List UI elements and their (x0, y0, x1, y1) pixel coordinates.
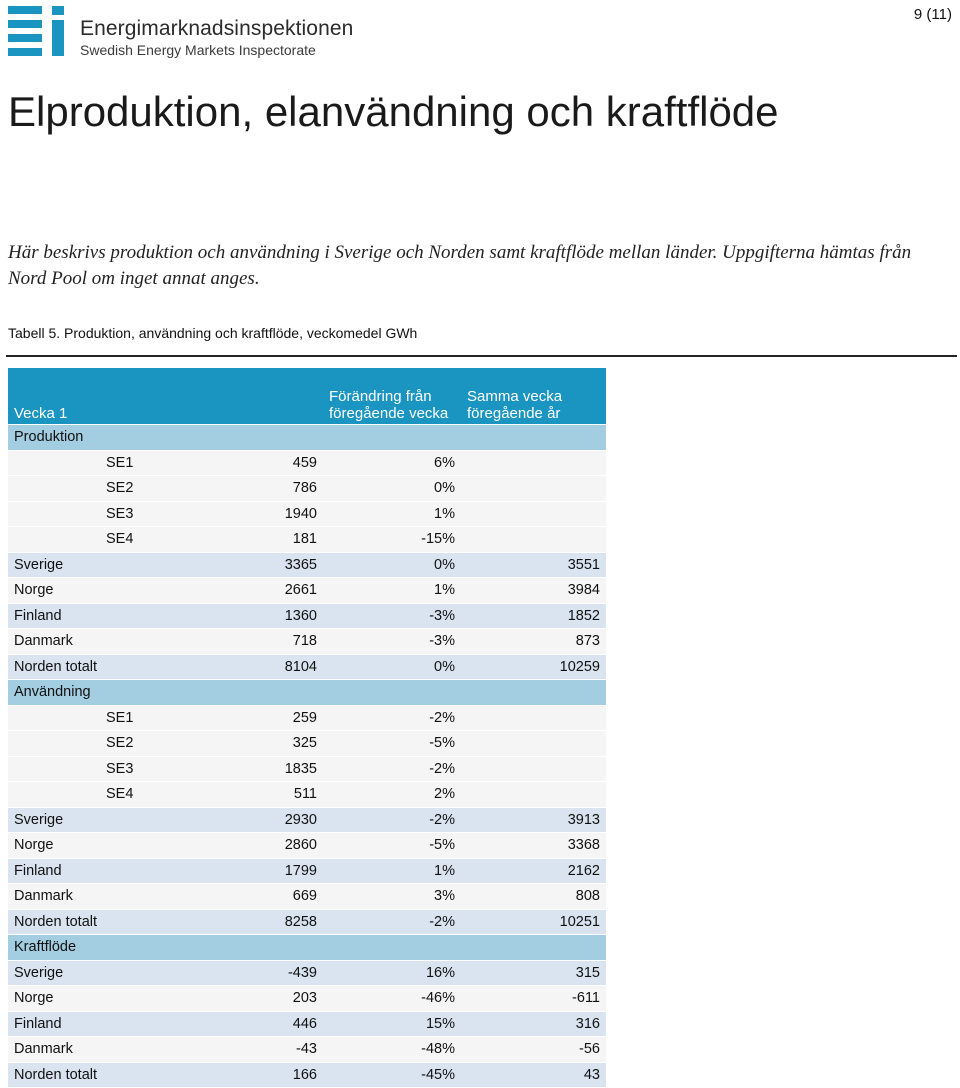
country-value: 2860 (188, 833, 323, 859)
area-row (8, 782, 606, 808)
country-change: 1% (323, 859, 461, 885)
area-prev-year (461, 782, 606, 808)
area-row (8, 451, 606, 477)
country-value: -43 (188, 1037, 323, 1063)
area-change: 0% (323, 476, 461, 502)
area-value: 259 (188, 706, 323, 732)
area-indent (8, 706, 98, 732)
area-value: 1835 (188, 757, 323, 783)
country-name: Norden totalt (8, 1063, 188, 1088)
country-change: 0% (323, 553, 461, 579)
country-value: 1360 (188, 604, 323, 630)
country-row (8, 808, 606, 834)
country-prev-year: -611 (461, 986, 606, 1012)
country-name: Finland (8, 1012, 188, 1038)
country-row (8, 859, 606, 885)
country-value: 718 (188, 629, 323, 655)
area-change: -2% (323, 706, 461, 732)
section-cell (98, 425, 188, 451)
country-name: Norge (8, 578, 188, 604)
area-prev-year (461, 527, 606, 553)
country-row (8, 629, 606, 655)
header-change-text: Förändring från föregående vecka (329, 388, 449, 422)
country-change: -46% (323, 986, 461, 1012)
area-name: SE1 (98, 706, 188, 732)
area-prev-year (461, 476, 606, 502)
area-indent (8, 731, 98, 757)
area-prev-year (461, 731, 606, 757)
section-title: Produktion (8, 425, 98, 451)
area-indent (8, 782, 98, 808)
area-value: 511 (188, 782, 323, 808)
section-cell (323, 425, 461, 451)
header-change (323, 368, 461, 425)
area-name: SE3 (98, 757, 188, 783)
section-cell (461, 680, 606, 706)
country-value: 8258 (188, 910, 323, 936)
area-prev-year (461, 757, 606, 783)
country-prev-year: 3551 (461, 553, 606, 579)
area-change: -2% (323, 757, 461, 783)
area-name: SE4 (98, 527, 188, 553)
area-name: SE3 (98, 502, 188, 528)
caption-rule (6, 355, 957, 357)
country-change: 0% (323, 655, 461, 681)
country-value: 166 (188, 1063, 323, 1088)
area-indent (8, 502, 98, 528)
country-prev-year: 10259 (461, 655, 606, 681)
country-row (8, 833, 606, 859)
country-name: Norge (8, 986, 188, 1012)
section-cell (461, 935, 606, 961)
country-row (8, 1037, 606, 1063)
country-name: Finland (8, 859, 188, 885)
header-blank (98, 368, 188, 425)
country-prev-year: 1852 (461, 604, 606, 630)
country-change: -3% (323, 604, 461, 630)
section-cell (461, 425, 606, 451)
section-cell (323, 680, 461, 706)
section-row (8, 680, 606, 706)
area-name: SE2 (98, 731, 188, 757)
area-value: 181 (188, 527, 323, 553)
area-row (8, 527, 606, 553)
logo (8, 6, 348, 58)
country-name: Norden totalt (8, 655, 188, 681)
country-value: 8104 (188, 655, 323, 681)
country-value: -439 (188, 961, 323, 987)
area-change: -15% (323, 527, 461, 553)
country-change: -48% (323, 1037, 461, 1063)
area-row (8, 731, 606, 757)
area-indent (8, 527, 98, 553)
table-body (8, 425, 606, 1088)
header-blank (188, 368, 323, 425)
country-row (8, 578, 606, 604)
country-prev-year: 315 (461, 961, 606, 987)
country-change: -5% (323, 833, 461, 859)
area-indent (8, 476, 98, 502)
country-change: 3% (323, 884, 461, 910)
country-row (8, 986, 606, 1012)
country-name: Sverige (8, 808, 188, 834)
country-change: -45% (323, 1063, 461, 1088)
country-value: 2930 (188, 808, 323, 834)
country-name: Sverige (8, 553, 188, 579)
country-name: Danmark (8, 884, 188, 910)
intro-text: Här beskrivs produktion och användning i Sverige och Norden samt kraftflöde mellan länder. Uppgifterna hämtas från Nord Pool om inget annat anges. (8, 240, 938, 292)
header-week: Vecka 1 (8, 368, 98, 425)
country-value: 1799 (188, 859, 323, 885)
section-cell (188, 935, 323, 961)
area-change: 6% (323, 451, 461, 477)
country-value: 446 (188, 1012, 323, 1038)
country-row (8, 655, 606, 681)
area-row (8, 502, 606, 528)
country-prev-year: 808 (461, 884, 606, 910)
country-prev-year: 10251 (461, 910, 606, 936)
table-header-row (8, 368, 606, 425)
country-name: Norden totalt (8, 910, 188, 936)
country-change: 1% (323, 578, 461, 604)
country-row (8, 1063, 606, 1088)
country-prev-year: -56 (461, 1037, 606, 1063)
org-name-en: Swedish Energy Markets Inspectorate (80, 42, 316, 58)
country-change: -2% (323, 808, 461, 834)
section-cell (98, 935, 188, 961)
country-prev-year: 3913 (461, 808, 606, 834)
country-row (8, 1012, 606, 1038)
area-value: 325 (188, 731, 323, 757)
country-prev-year: 2162 (461, 859, 606, 885)
header-prev-year-text: Samma vecka föregående år (467, 388, 597, 422)
section-row (8, 425, 606, 451)
country-name: Finland (8, 604, 188, 630)
country-name: Danmark (8, 1037, 188, 1063)
area-value: 786 (188, 476, 323, 502)
country-name: Sverige (8, 961, 188, 987)
country-prev-year: 43 (461, 1063, 606, 1088)
area-value: 459 (188, 451, 323, 477)
country-row (8, 553, 606, 579)
country-row (8, 604, 606, 630)
area-change: 1% (323, 502, 461, 528)
area-row (8, 757, 606, 783)
ei-logo-icon (8, 6, 66, 56)
area-name: SE1 (98, 451, 188, 477)
section-cell (323, 935, 461, 961)
table-caption: Tabell 5. Produktion, användning och kraftflöde, veckomedel GWh (8, 325, 417, 341)
section-cell (98, 680, 188, 706)
country-value: 3365 (188, 553, 323, 579)
area-indent (8, 757, 98, 783)
country-name: Norge (8, 833, 188, 859)
section-title: Kraftflöde (8, 935, 98, 961)
page-number: 9 (11) (914, 6, 952, 23)
country-row (8, 961, 606, 987)
org-name: Energimarknadsinspektionen (80, 17, 353, 41)
country-prev-year: 3368 (461, 833, 606, 859)
country-row (8, 910, 606, 936)
area-row (8, 706, 606, 732)
country-value: 2661 (188, 578, 323, 604)
country-prev-year: 873 (461, 629, 606, 655)
area-value: 1940 (188, 502, 323, 528)
country-change: -3% (323, 629, 461, 655)
area-name: SE4 (98, 782, 188, 808)
country-change: -2% (323, 910, 461, 936)
area-prev-year (461, 451, 606, 477)
area-name: SE2 (98, 476, 188, 502)
country-value: 669 (188, 884, 323, 910)
country-prev-year: 316 (461, 1012, 606, 1038)
area-prev-year (461, 502, 606, 528)
section-cell (188, 425, 323, 451)
country-name: Danmark (8, 629, 188, 655)
country-row (8, 884, 606, 910)
area-prev-year (461, 706, 606, 732)
section-title: Användning (8, 680, 98, 706)
area-row (8, 476, 606, 502)
area-change: 2% (323, 782, 461, 808)
header-prev-year (461, 368, 606, 425)
country-prev-year: 3984 (461, 578, 606, 604)
section-row (8, 935, 606, 961)
area-change: -5% (323, 731, 461, 757)
energy-table (8, 368, 606, 1088)
section-cell (188, 680, 323, 706)
country-change: 15% (323, 1012, 461, 1038)
area-indent (8, 451, 98, 477)
country-value: 203 (188, 986, 323, 1012)
page-title: Elproduktion, elanvändning och kraftflöde (8, 88, 779, 136)
country-change: 16% (323, 961, 461, 987)
